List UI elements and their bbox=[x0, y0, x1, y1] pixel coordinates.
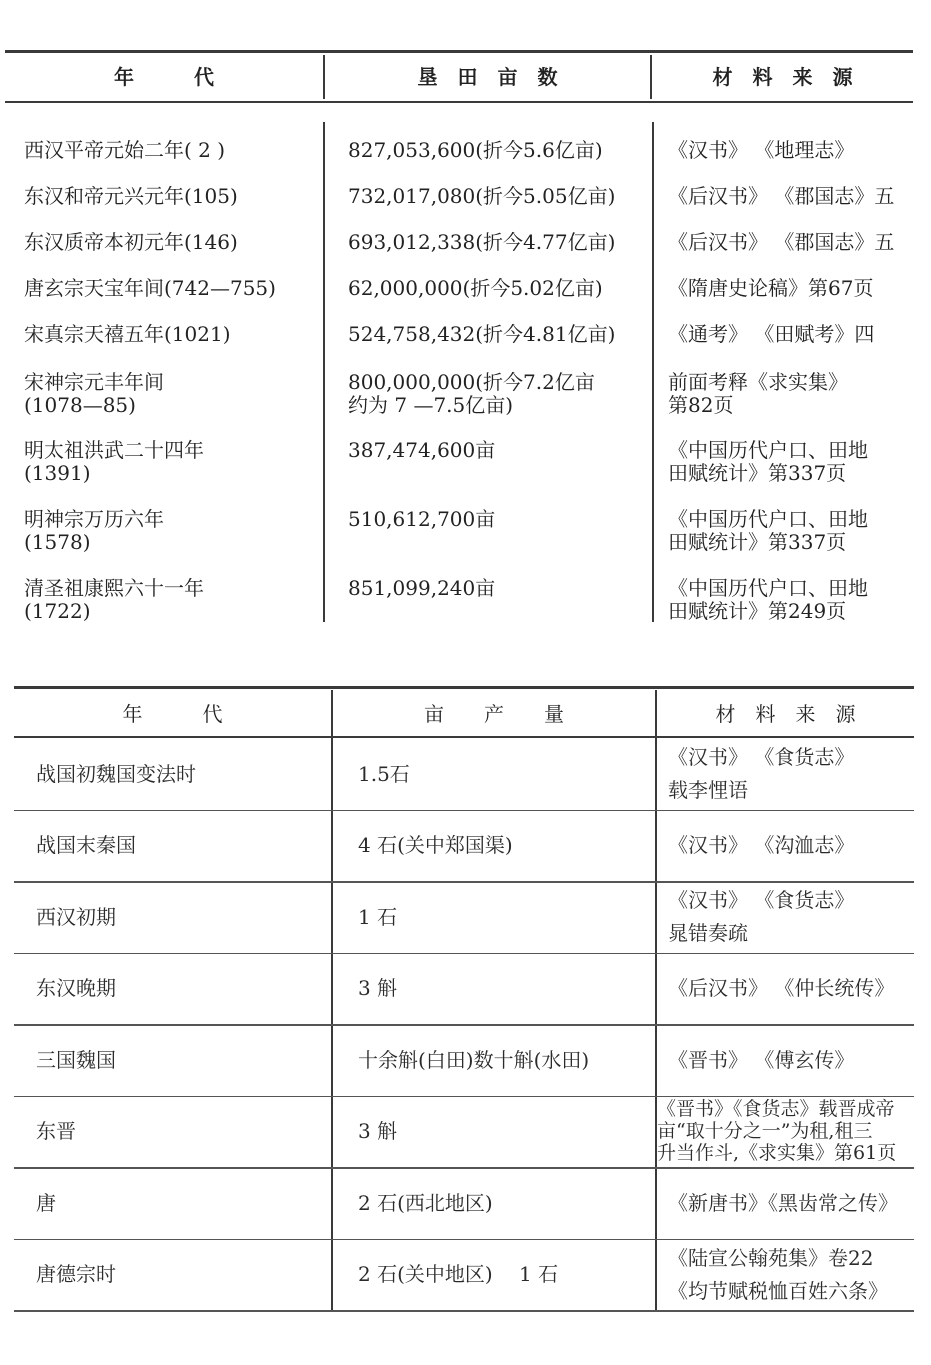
table2-source-cell: 载李悝语 bbox=[668, 778, 748, 803]
table2-yield-cell: 十余斛(白田)数十斛(水田) bbox=[358, 1047, 590, 1072]
table2-row-divider bbox=[14, 1167, 914, 1169]
table1-area-cell: 827,053,600(折今5.6亿亩) bbox=[348, 138, 603, 162]
table1-header-source: 材 料 来 源 bbox=[712, 65, 853, 89]
table2-era-cell: 东汉晚期 bbox=[36, 976, 116, 1001]
table2-source-cell: 《汉书》 《沟洫志》 bbox=[668, 833, 855, 858]
table2-era-cell: 西汉初期 bbox=[36, 904, 116, 929]
table1-area-cell: 约为 7 —7.5亿亩) bbox=[348, 393, 514, 417]
table2-era-cell: 三国魏国 bbox=[36, 1047, 116, 1072]
table1-source-cell: 《后汉书》 《郡国志》五 bbox=[668, 230, 895, 254]
table1-source-cell: 田赋统计》第337页 bbox=[668, 530, 847, 554]
table1-era-cell: 宋神宗元丰年间 bbox=[24, 370, 164, 394]
table1-era-cell: (1078—85) bbox=[24, 393, 136, 417]
table2-row-divider bbox=[14, 953, 914, 955]
table2-source-cell: 升当作斗,《求实集》第61页 bbox=[657, 1142, 897, 1165]
table2-source-cell: 《汉书》 《食货志》 bbox=[668, 745, 855, 770]
table1-source-cell: 《隋唐史论稿》第67页 bbox=[668, 276, 874, 300]
table1-source-cell: 第82页 bbox=[668, 393, 734, 417]
table1-era-cell: 东汉和帝元兴元年(105) bbox=[24, 184, 238, 208]
table1-source-cell: 《中国历代户口、田地 bbox=[668, 576, 868, 600]
table2-yield-cell: 4 石(关中郑国渠) bbox=[358, 833, 513, 858]
table1-era-cell: 唐玄宗天宝年间(742—755) bbox=[24, 276, 276, 300]
table1-header-area: 垦 田 亩 数 bbox=[417, 65, 558, 89]
table2-row-divider bbox=[14, 1024, 914, 1026]
table2-top-rule bbox=[14, 686, 914, 689]
table2-era-cell: 战国末秦国 bbox=[36, 833, 136, 858]
table2-header-source: 材 料 来 源 bbox=[715, 702, 856, 726]
table2-source-cell: 亩“取十分之一”为租,租三 bbox=[657, 1120, 873, 1143]
table2-source-cell: 《后汉书》 《仲长统传》 bbox=[668, 976, 895, 1001]
table2-yield-cell: 1 石 bbox=[358, 904, 398, 929]
table2-source-cell: 《晋书》《食货志》载晋成帝 bbox=[657, 1098, 895, 1121]
table2-header-yield: 亩 产 量 bbox=[424, 702, 564, 726]
table2-divider-2 bbox=[655, 690, 657, 1310]
table1-header-rule bbox=[5, 101, 913, 103]
table1-area-cell: 524,758,432(折今4.81亿亩) bbox=[348, 322, 616, 346]
table2-era-cell: 东晋 bbox=[36, 1119, 76, 1144]
table1-era-cell: (1578) bbox=[24, 530, 91, 554]
table2-yield-cell: 3 斛 bbox=[358, 976, 398, 1001]
table2-era-cell: 唐 bbox=[36, 1190, 56, 1215]
table1-era-cell: 清圣祖康熙六十一年 bbox=[24, 576, 204, 600]
table1-area-cell: 800,000,000(折今7.2亿亩 bbox=[348, 370, 595, 394]
table2-era-cell: 唐德宗时 bbox=[36, 1262, 116, 1287]
table2-source-cell: 晁错奏疏 bbox=[668, 921, 748, 946]
table1-area-cell: 387,474,600亩 bbox=[348, 438, 496, 462]
table2-yield-cell: 1.5石 bbox=[358, 761, 410, 786]
table1-header-era: 年 代 bbox=[114, 65, 214, 89]
table1-era-cell: (1391) bbox=[24, 461, 91, 485]
table2-row-divider bbox=[14, 881, 914, 883]
table1-top-rule bbox=[5, 50, 913, 53]
table1-area-cell: 851,099,240亩 bbox=[348, 576, 496, 600]
table1-source-cell: 《中国历代户口、田地 bbox=[668, 438, 868, 462]
table1-era-cell: 宋真宗天禧五年(1021) bbox=[24, 322, 231, 346]
table1-area-cell: 62,000,000(折今5.02亿亩) bbox=[348, 276, 603, 300]
table2-yield-cell: 3 斛 bbox=[358, 1119, 398, 1144]
table2-era-cell: 战国初魏国变法时 bbox=[36, 761, 196, 786]
table1-era-cell: 西汉平帝元始二年( 2 ) bbox=[24, 138, 226, 162]
table2-yield-cell: 2 石(西北地区) bbox=[358, 1190, 493, 1215]
table2-source-cell: 《晋书》 《傅玄传》 bbox=[668, 1047, 855, 1072]
table1-era-cell: (1722) bbox=[24, 599, 91, 623]
table1-source-cell: 《中国历代户口、田地 bbox=[668, 507, 868, 531]
table1-source-cell: 《汉书》 《地理志》 bbox=[668, 138, 855, 162]
table1-era-cell: 东汉质帝本初元年(146) bbox=[24, 230, 238, 254]
table2-header-rule bbox=[14, 736, 914, 738]
table1-area-cell: 510,612,700亩 bbox=[348, 507, 496, 531]
table2-row-divider bbox=[14, 810, 914, 812]
table1-era-cell: 明神宗万历六年 bbox=[24, 507, 164, 531]
table2-source-cell: 《汉书》 《食货志》 bbox=[668, 888, 855, 913]
table1-era-cell: 明太祖洪武二十四年 bbox=[24, 438, 204, 462]
table2-divider-1 bbox=[331, 690, 333, 1310]
table2-source-cell: 《新唐书》《黑齿常之传》 bbox=[668, 1190, 898, 1215]
table1-source-cell: 《通考》 《田赋考》四 bbox=[668, 322, 875, 346]
table1-body-divider-1 bbox=[323, 122, 325, 622]
table2-yield-cell: 2 石(关中地区) 1 石 bbox=[358, 1262, 559, 1287]
table2-bottom-rule bbox=[14, 1310, 914, 1312]
table1-body-divider-2 bbox=[652, 122, 654, 622]
table1-area-cell: 732,017,080(折今5.05亿亩) bbox=[348, 184, 616, 208]
table1-source-cell: 前面考释《求实集》 bbox=[668, 370, 848, 394]
table1-source-cell: 田赋统计》第337页 bbox=[668, 461, 847, 485]
table2-row-divider bbox=[14, 1239, 914, 1241]
table2-source-cell: 《陆宣公翰苑集》卷22 bbox=[668, 1245, 874, 1270]
table2-header-era: 年 代 bbox=[122, 702, 223, 726]
table1-source-cell: 《后汉书》 《郡国志》五 bbox=[668, 184, 895, 208]
table1-source-cell: 田赋统计》第249页 bbox=[668, 599, 847, 623]
table2-source-cell: 《均节赋税恤百姓六条》 bbox=[668, 1278, 888, 1303]
table1-area-cell: 693,012,338(折今4.77亿亩) bbox=[348, 230, 616, 254]
